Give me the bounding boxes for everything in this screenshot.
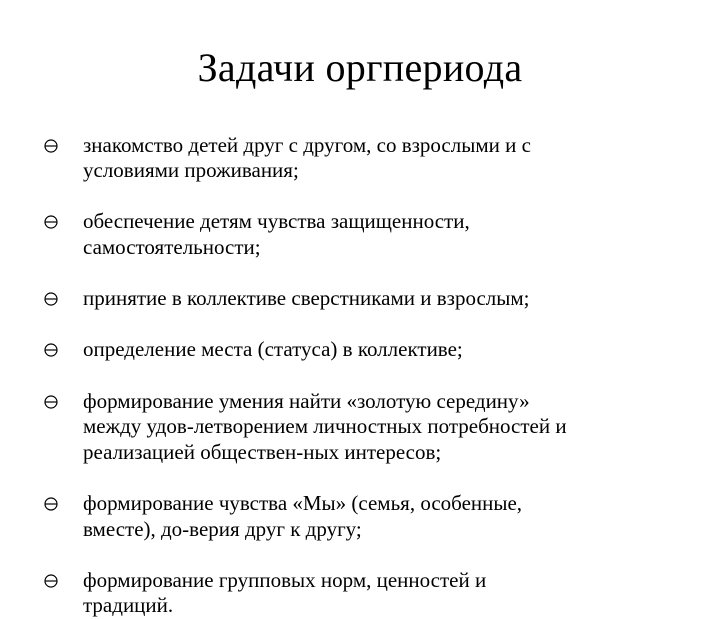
bullet-item <box>44 363 704 465</box>
bullet-item <box>44 184 704 261</box>
slide-title <box>0 40 720 96</box>
slide-title-text: Задачи оргпериода <box>197 45 523 90</box>
circle-dot-icon <box>44 369 58 383</box>
bullet-text: формирование групповых норм, ценностей и традиций. <box>83 567 487 618</box>
circle-dot-icon <box>44 471 58 485</box>
bullet-text: формирование чувства «Мы» (семья, особенные, вместе), до-верия друг к другу; <box>83 490 523 541</box>
bullet-text: формирование умения найти «золотую середину» между удов-летворением личностных потребностей и реализацией обществен-ных интересов; <box>83 388 567 464</box>
bullet-item <box>44 261 704 312</box>
circle-dot-icon <box>44 113 58 127</box>
bullet-text: обеспечение детям чувства защищенности, самостоятельности; <box>83 209 470 259</box>
circle-dot-icon <box>44 267 58 281</box>
bullet-text: определение места (статуса) в коллективе; <box>83 337 463 362</box>
circle-dot-icon <box>44 190 58 204</box>
bullet-list <box>44 107 704 619</box>
bullet-text: принятие в коллективе сверстниками и взрослым; <box>83 286 530 311</box>
circle-dot-icon <box>44 318 58 332</box>
circle-dot-icon <box>44 548 58 562</box>
bullet-item <box>44 312 704 363</box>
bullet-item <box>44 542 704 619</box>
bullet-item <box>44 107 704 184</box>
bullet-item <box>44 465 704 542</box>
bullet-text: знакомство детей друг с другом, со взрослыми и с условиями проживания; <box>83 132 531 183</box>
